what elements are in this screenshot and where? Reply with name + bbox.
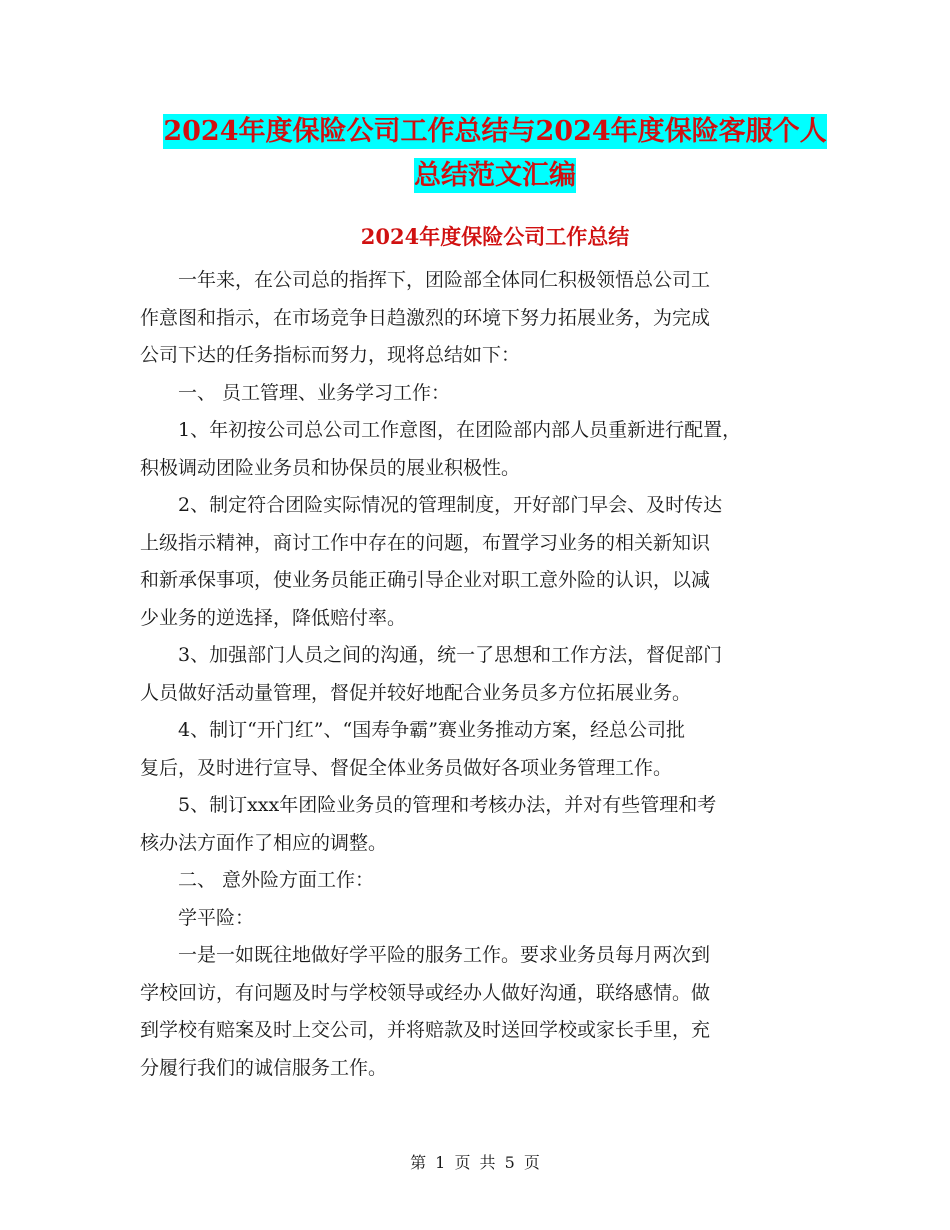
paragraph-line: 公司下达的任务指标而努力，现将总结如下： (140, 344, 521, 366)
paragraph-line: 一、 员工管理、业务学习工作： (178, 381, 451, 404)
paragraph-line: 一年来，在公司总的指挥下，团险部全体同仁积极领悟总公司工 (178, 269, 711, 291)
document-body (140, 262, 820, 1087)
text-line (140, 787, 820, 825)
text-line (140, 262, 820, 300)
section-title: 2024年度保险公司工作总结 (360, 224, 630, 249)
paragraph-line: 一是一如既往地做好学平险的服务工作。要求业务员每月两次到 (178, 944, 711, 966)
title-line-1: 2024年度保险公司工作总结与2024年度保险客服个人 (163, 116, 827, 147)
text-line (140, 487, 820, 525)
paragraph-line: 到学校有赔案及时上交公司，并将赔款及时送回学校或家长手里，充 (140, 1019, 711, 1041)
paragraph-line: 核办法方面作了相应的调整。 (140, 831, 388, 854)
paragraph-line: 少业务的逆选择，降低赔付率。 (140, 606, 407, 629)
text-line (140, 1012, 820, 1050)
paragraph (140, 787, 820, 862)
title-line-2: 总结范文汇编 (414, 160, 576, 191)
paragraph-line: 人员做好活动量管理，督促并较好地配合业务员多方位拓展业务。 (140, 681, 692, 704)
paragraph (140, 412, 820, 487)
paragraph (140, 637, 820, 712)
text-line (140, 300, 820, 338)
paragraph-line: 复后，及时进行宣导、督促全体业务员做好各项业务管理工作。 (140, 756, 673, 779)
text-line (140, 862, 820, 900)
paragraph-line: 2、制定符合团险实际情况的管理制度，开好部门早会、及时传达 (178, 494, 723, 516)
page-footer: 第 1 页 共 5 页 (410, 1153, 540, 1172)
text-line (140, 712, 820, 750)
text-line (140, 825, 820, 863)
paragraph (140, 862, 820, 900)
text-line (140, 525, 820, 563)
text-line (140, 562, 820, 600)
paragraph (140, 937, 820, 1087)
paragraph (140, 262, 820, 375)
paragraph (140, 900, 820, 938)
text-line (140, 412, 820, 450)
text-line (140, 600, 820, 638)
paragraph-line: 1、年初按公司总公司工作意图，在团险部内部人员重新进行配置， (178, 419, 742, 441)
paragraph-line: 和新承保事项，使业务员能正确引导企业对职工意外险的认识，以减 (140, 569, 711, 591)
text-line (140, 900, 820, 938)
paragraph (140, 712, 820, 787)
text-line (140, 637, 820, 675)
text-line (140, 375, 820, 413)
paragraph-line: 二、 意外险方面工作： (178, 869, 375, 891)
text-line (140, 450, 820, 488)
paragraph-line: 分履行我们的诚信服务工作。 (140, 1056, 388, 1079)
paragraph-line: 3、加强部门人员之间的沟通，统一了思想和工作方法，督促部门 (178, 644, 723, 666)
text-line (140, 1050, 820, 1088)
text-line (140, 337, 820, 375)
paragraph-line: 上级指示精神，商讨工作中存在的问题，布置学习业务的相关新知识 (140, 531, 711, 554)
paragraph-line: 学平险： (178, 906, 255, 929)
paragraph (140, 375, 820, 413)
text-line (140, 675, 820, 713)
paragraph (140, 487, 820, 637)
paragraph-line: 学校回访，有问题及时与学校领导或经办人做好沟通，联络感情。做 (140, 981, 711, 1004)
paragraph-line: 作意图和指示，在市场竞争日趋激烈的环境下努力拓展业务，为完成 (140, 306, 711, 329)
paragraph-line: 4、制订“开门红”、“国寿争霸”赛业务推动方案，经总公司批 (178, 719, 685, 741)
text-line (140, 937, 820, 975)
text-line (140, 750, 820, 788)
document-title (140, 110, 850, 198)
paragraph-line: 5、制订xxx年团险业务员的管理和考核办法，并对有些管理和考 (178, 794, 717, 816)
text-line (140, 975, 820, 1013)
paragraph-line: 积极调动团险业务员和协保员的展业积极性。 (140, 456, 521, 479)
